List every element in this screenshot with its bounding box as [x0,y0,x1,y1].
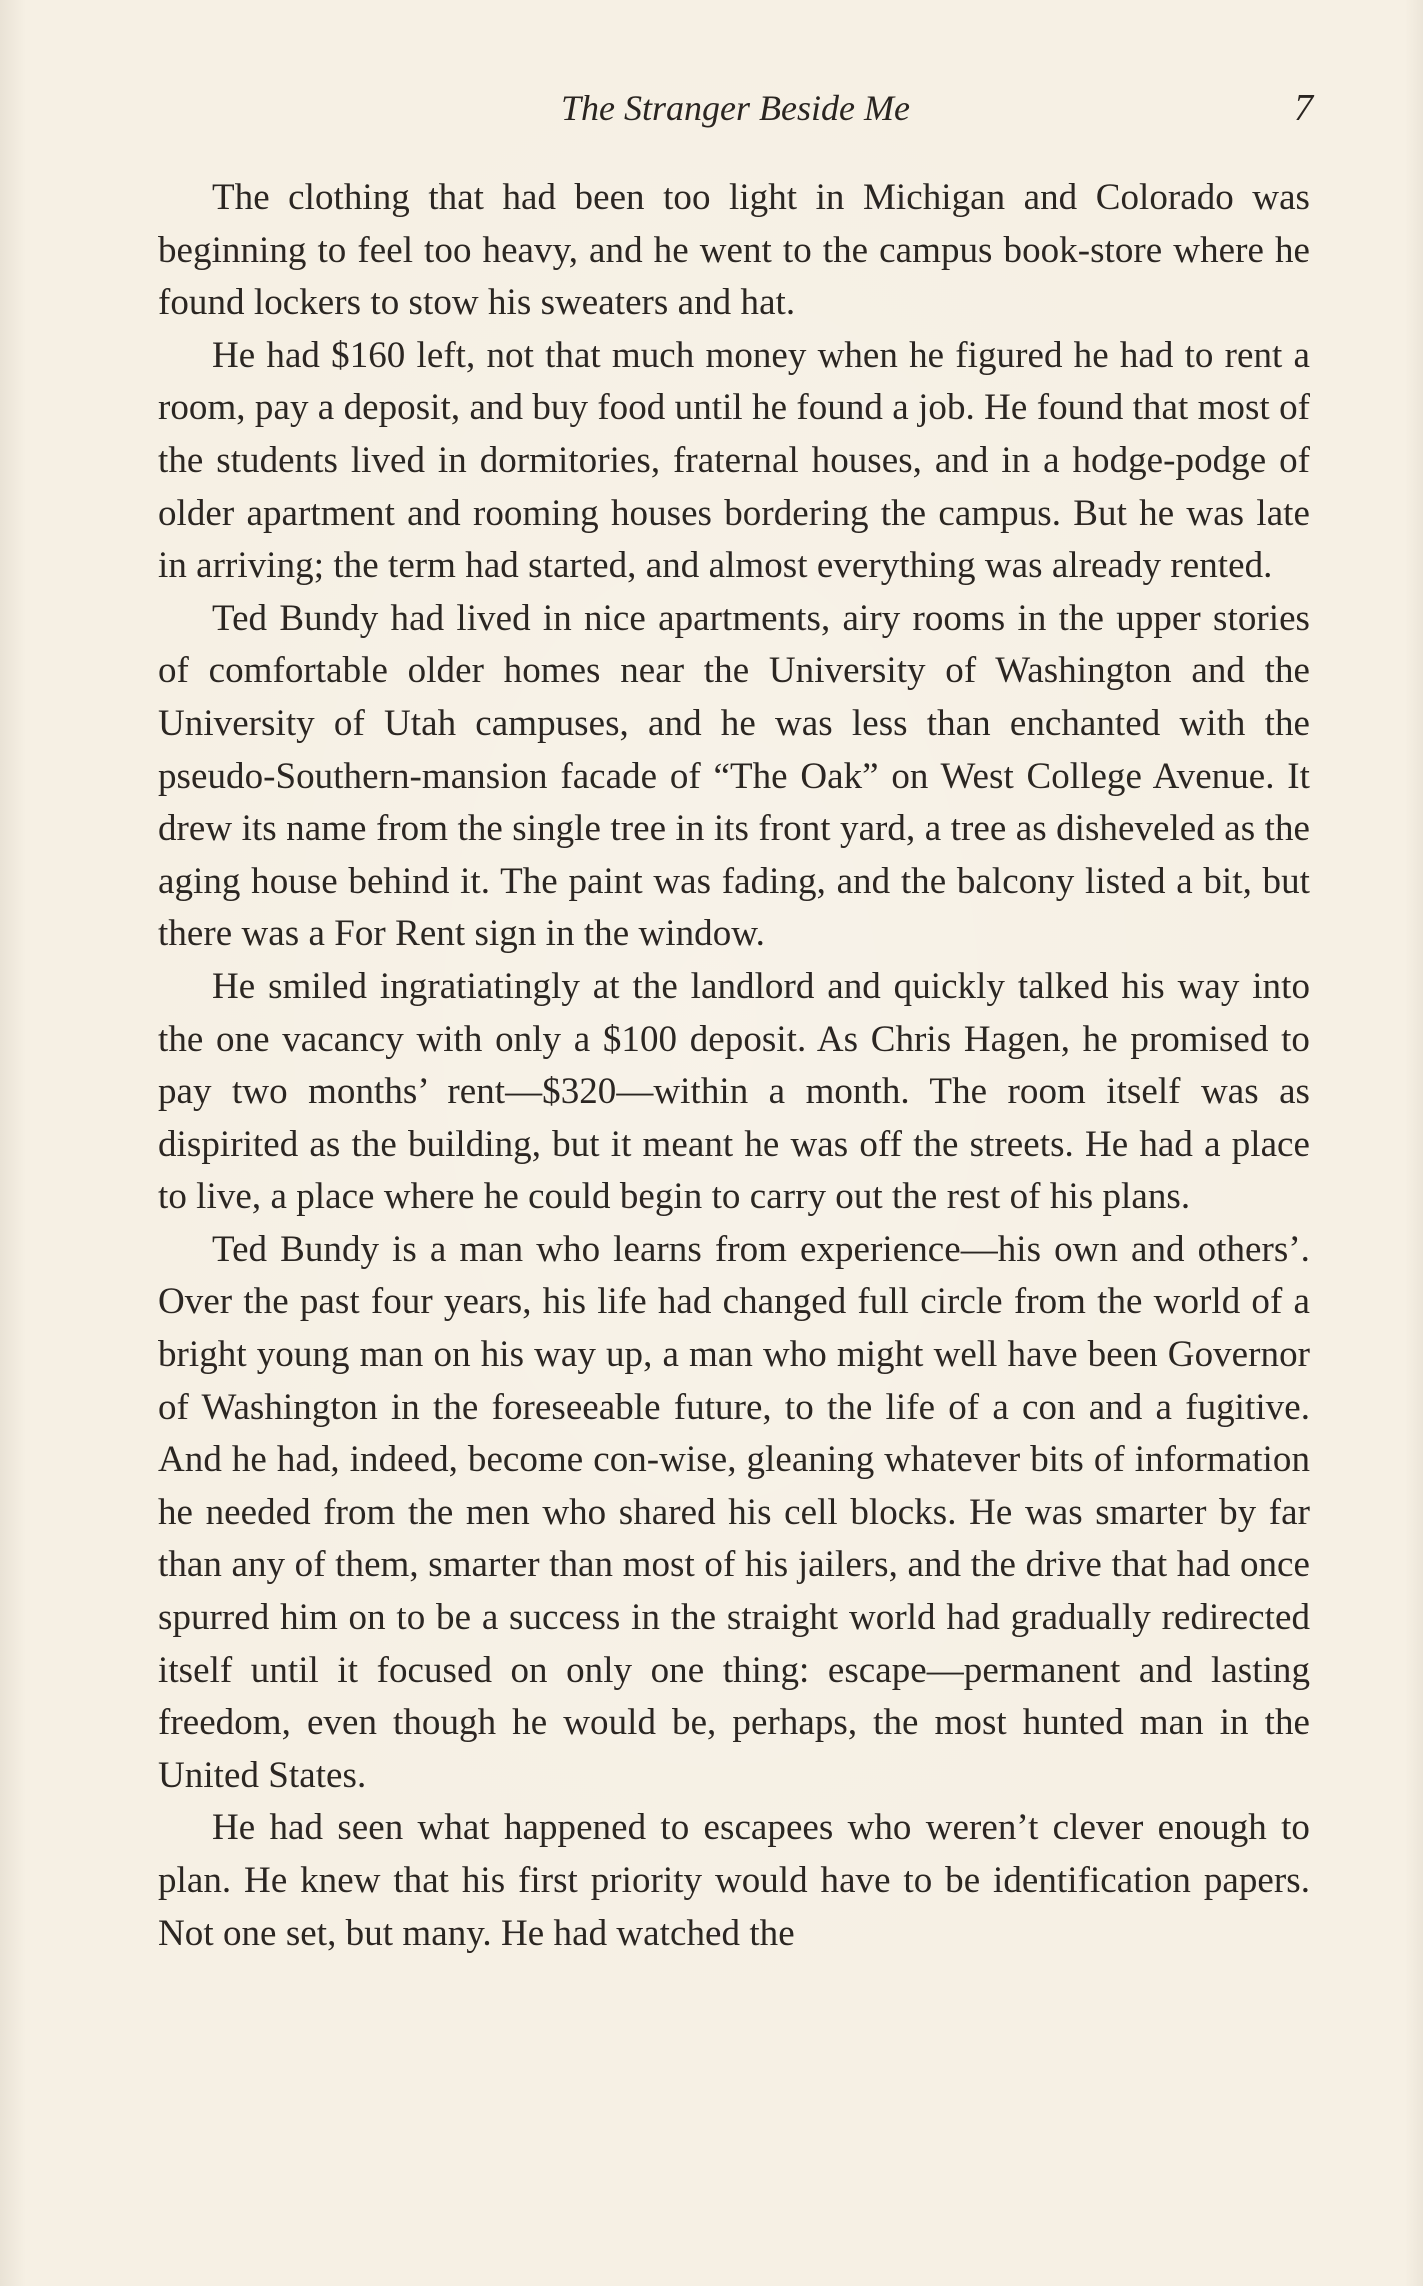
edge-shadow [1405,0,1423,2286]
paragraph-3: Ted Bundy had lived in nice apartments, airy rooms in the upper stories of comfortable older homes near the University of Washington and the University of Utah campuses, and he was less than enchanted with the pseudo-Southern-mansion facade of “The Oak” on West College Avenue. It drew its name from the single tree in its front yard, a tree as disheveled as the aging house behind it. The paint was fading, and the balcony listed a bit, but there was a For Rent sign in the window. [158,597,1310,955]
body-text [158,172,1310,1960]
gutter-shadow [0,0,26,2286]
paragraph-1: The clothing that had been too light in Michigan and Colorado was beginning to feel too heavy, and he went to the campus book-store where he found lockers to stow his sweaters and hat. [158,177,1310,324]
page-number: 7 [1294,87,1313,129]
paragraph-6: He had seen what happened to escapees who weren’t clever enough to plan. He knew that his first priority would have to be identification papers. Not one set, but many. He had watched the [158,1807,1310,1954]
paragraph-2: He had $160 left, not that much money when he figured he had to rent a room, pay a deposit, and buy food until he found a job. He found that most of the students lived in dormitories, fraternal houses, and in a hodge-podge of older apartment and rooming houses bordering the campus. But he was late in arriving; the term had started, and almost everything was already rented. [158,334,1310,587]
paragraph-5: Ted Bundy is a man who learns from experience—his own and others’. Over the past four years, his life had changed full circle from the world of a bright young man on his way up, a man who might well have been Governor of Washington in the foreseeable future, to the life of a con and a fugitive. And he had, indeed, become con-wise, gleaning whatever bits of information he needed from the men who shared his cell blocks. He was smarter by far than any of them, smarter than most of his jailers, and the drive that had once spurred him on to be a success in the straight world had gradually redirected itself until it focused on only one thing: escape—permanent and lasting freedom, even though he would be, perhaps, the most hunted man in the United States. [158,1228,1310,1796]
running-head [158,78,1313,138]
running-head-title: The Stranger Beside Me [561,88,910,128]
paragraph-4: He smiled ingratiatingly at the landlord and quickly talked his way into the one vacancy with only a $100 deposit. As Chris Hagen, he promised to pay two months’ rent—$320—within a month. The room itself was as dispirited as the building, but it meant he was off the streets. He had a place to live, a place where he could begin to carry out the rest of his plans. [158,965,1310,1218]
